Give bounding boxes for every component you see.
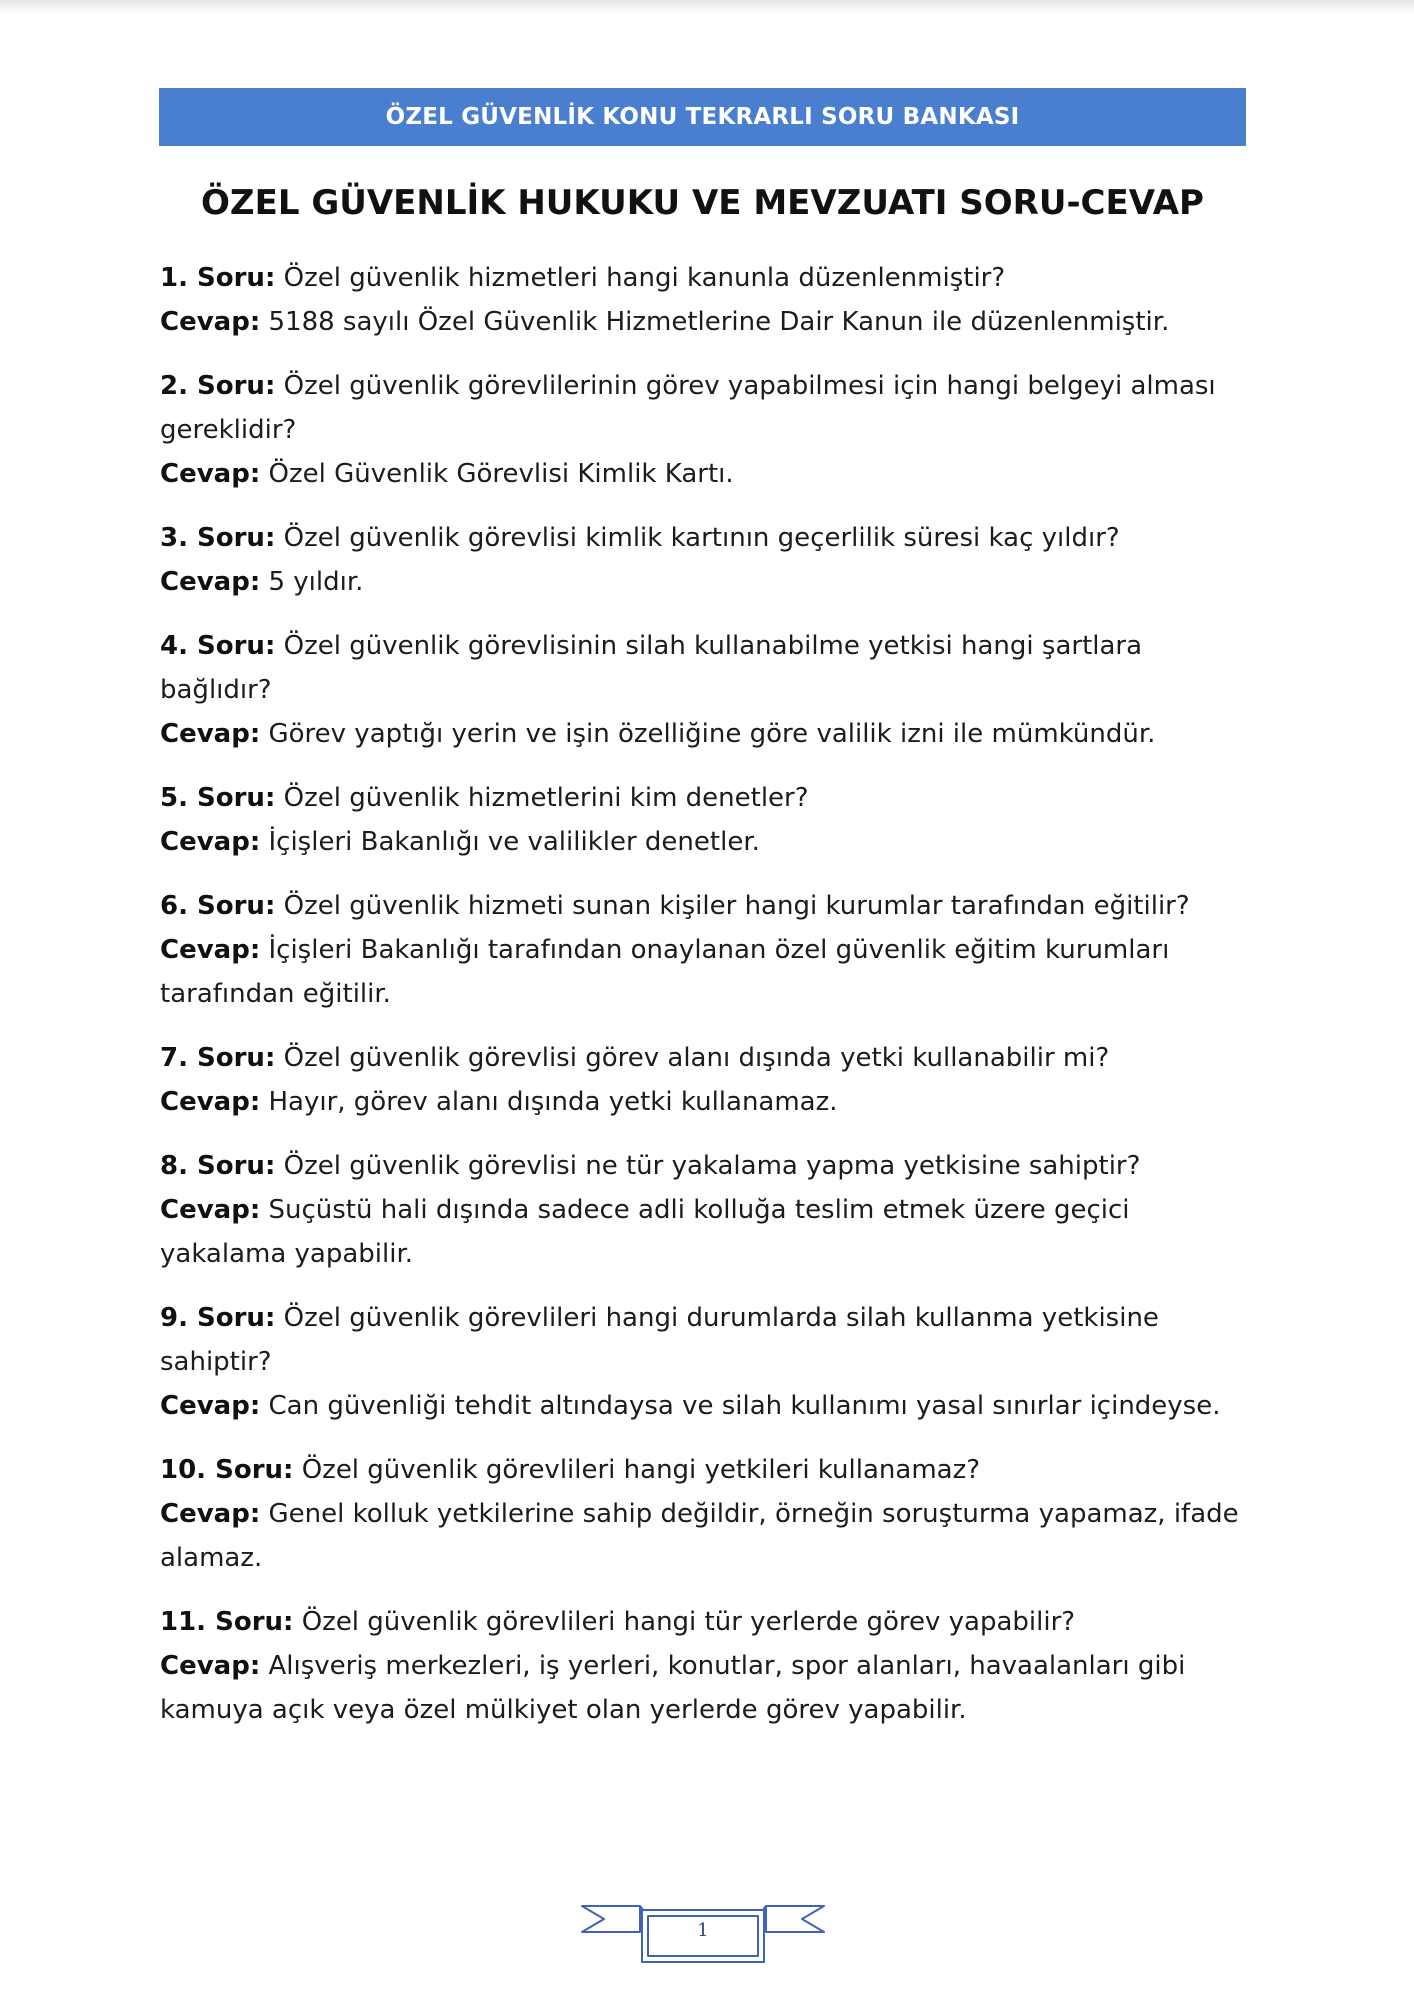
question-text: Özel güvenlik görevlisi ne tür yakalama yapma yetkisine sahiptir? [275,1151,1141,1181]
answer [160,712,1260,756]
answer [160,1492,1260,1580]
page-title: ÖZEL GÜVENLİK HUKUKU VE MEVZUATI SORU-CEVAP [201,183,1204,223]
answer-text: Alışveriş merkezleri, iş yerleri, konutlar, spor alanları, havaalanları gibi kamuya açık veya özel mülkiyet olan yerlerde görev yapabilir. [160,1651,1186,1725]
question-label: 7. Soru: [160,1043,276,1073]
answer-label: Cevap: [160,307,261,337]
answer-text: Can güvenliği tehdit altındaysa ve silah kullanımı yasal sınırlar içindeyse. [260,1391,1221,1421]
page-footer [578,1888,828,1968]
question-label: 11. Soru: [160,1607,294,1637]
question-label: 6. Soru: [160,891,276,921]
qa-list [160,256,1260,1752]
qa-item [160,1036,1260,1124]
question-text: Özel güvenlik hizmeti sunan kişiler hangi kurumlar tarafından eğitilir? [275,891,1190,921]
question [160,256,1260,300]
answer-label: Cevap: [160,1651,261,1681]
answer-text: 5 yıldır. [260,567,364,597]
question [160,884,1260,928]
answer [160,560,1260,604]
answer-label: Cevap: [160,1391,261,1421]
question-text: Özel güvenlik hizmetlerini kim denetler? [275,783,809,813]
page-top-shadow [0,0,1414,14]
answer-text: İçişleri Bakanlığı ve valilikler denetler. [260,827,760,857]
question [160,1144,1260,1188]
question-text: Özel güvenlik görevlisi görev alanı dışında yetki kullanabilir mi? [275,1043,1110,1073]
answer [160,1188,1260,1276]
answer-label: Cevap: [160,459,261,489]
question-label: 10. Soru: [160,1455,294,1485]
question [160,1600,1260,1644]
question-label: 8. Soru: [160,1151,276,1181]
answer-text: Hayır, görev alanı dışında yetki kullanamaz. [260,1087,838,1117]
banner-text: ÖZEL GÜVENLİK KONU TEKRARLI SORU BANKASI [385,104,1020,130]
question-text: Özel güvenlik görevlisi kimlik kartının geçerlilik süresi kaç yıldır? [275,523,1120,553]
answer-text: Özel Güvenlik Görevlisi Kimlik Kartı. [260,459,734,489]
qa-item [160,1296,1260,1428]
header-banner [159,88,1246,146]
answer-label: Cevap: [160,567,261,597]
question [160,516,1260,560]
question [160,364,1260,452]
qa-item [160,256,1260,344]
answer-text: Genel kolluk yetkilerine sahip değildir, örneğin soruşturma yapamaz, ifade alamaz. [160,1499,1239,1573]
qa-item [160,1144,1260,1276]
question [160,1036,1260,1080]
question [160,624,1260,712]
qa-item [160,624,1260,756]
answer-text: Görev yaptığı yerin ve işin özelliğine göre valilik izni ile mümkündür. [260,719,1156,749]
answer-label: Cevap: [160,719,261,749]
answer [160,452,1260,496]
answer [160,1644,1260,1732]
answer-label: Cevap: [160,827,261,857]
qa-item [160,884,1260,1016]
answer-label: Cevap: [160,1087,261,1117]
answer-label: Cevap: [160,1499,261,1529]
answer-label: Cevap: [160,1195,261,1225]
qa-item [160,1600,1260,1732]
qa-item [160,1448,1260,1580]
qa-item [160,364,1260,496]
question-label: 1. Soru: [160,263,276,293]
question-text: Özel güvenlik hizmetleri hangi kanunla düzenlenmiştir? [275,263,1006,293]
question-label: 3. Soru: [160,523,276,553]
question-text: Özel güvenlik görevlileri hangi tür yerlerde görev yapabilir? [293,1607,1076,1637]
question [160,776,1260,820]
question-label: 9. Soru: [160,1303,276,1333]
answer-text: Suçüstü hali dışında sadece adli kolluğa teslim etmek üzere geçici yakalama yapabilir. [160,1195,1130,1269]
question [160,1448,1260,1492]
question-text: Özel güvenlik görevlisinin silah kullanabilme yetkisi hangi şartlara bağlıdır? [160,631,1143,705]
qa-item [160,516,1260,604]
question-label: 5. Soru: [160,783,276,813]
question-text: Özel güvenlik görevlilerinin görev yapabilmesi için hangi belgeyi alması gereklidir? [160,371,1216,445]
question [160,1296,1260,1384]
question-label: 2. Soru: [160,371,276,401]
answer [160,928,1260,1016]
answer-text: İçişleri Bakanlığı tarafından onaylanan özel güvenlik eğitim kurumları tarafından eğitilir. [160,935,1170,1009]
answer-label: Cevap: [160,935,261,965]
answer [160,300,1260,344]
qa-item [160,776,1260,864]
answer [160,1384,1260,1428]
question-text: Özel güvenlik görevlileri hangi durumlarda silah kullanma yetkisine sahiptir? [160,1303,1159,1377]
question-text: Özel güvenlik görevlileri hangi yetkileri kullanamaz? [293,1455,981,1485]
answer-text: 5188 sayılı Özel Güvenlik Hizmetlerine Dair Kanun ile düzenlenmiştir. [260,307,1170,337]
page-number: 1 [697,1919,709,1941]
answer [160,1080,1260,1124]
question-label: 4. Soru: [160,631,276,661]
answer [160,820,1260,864]
